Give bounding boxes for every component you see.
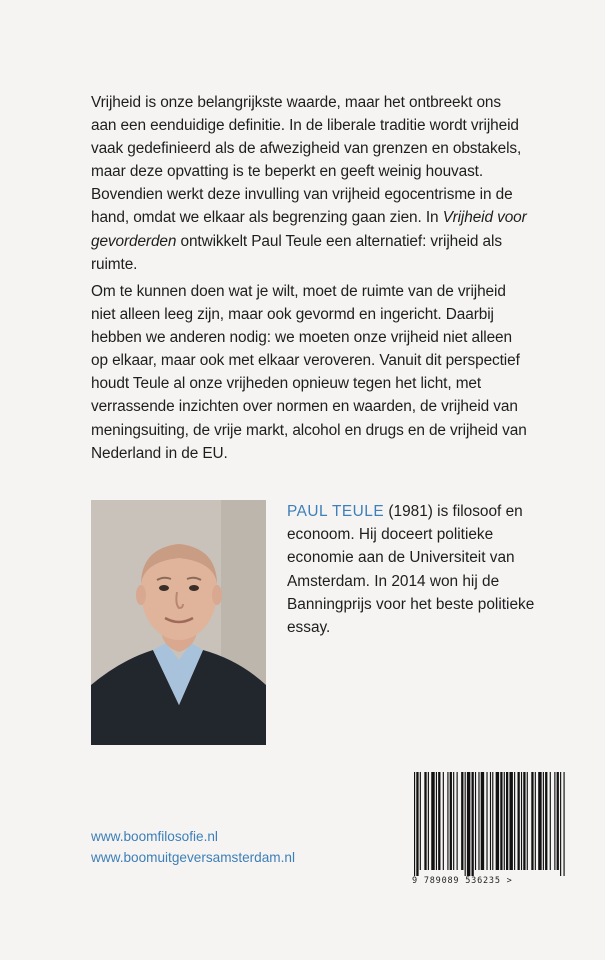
author-bio [287, 500, 577, 639]
text-line: op elkaar, maar ook met elkaar veroveren. Vanuit dit perspectief [91, 352, 520, 370]
barcode-bar [472, 772, 474, 876]
text-line: vaak gedefinieerd als de afwezigheid van grenzen en obstakels, [91, 140, 522, 158]
book-title: Vrijheid voor [442, 209, 527, 227]
barcode-bar [416, 772, 418, 876]
text-line: Banningprijs voor het beste politieke [287, 595, 535, 613]
text-line [91, 230, 561, 253]
text-line: aan een eenduidige definitie. In de liberale traditie wordt vrijheid [91, 117, 519, 135]
barcode-bar [496, 772, 499, 870]
author-photo [91, 500, 266, 745]
author-name: PAUL TEULE [287, 503, 385, 520]
text-line: Bovendien werkt deze invulling van vrijheid egocentrisme in de [91, 186, 513, 204]
barcode-bar [504, 772, 505, 870]
text-line [287, 500, 577, 523]
barcode-bar [467, 772, 470, 876]
text-line: ruimte. [91, 255, 138, 273]
text-segment: ontwikkelt Paul Teule een alternatief: vrijheid als [176, 232, 502, 250]
author-portrait-illustration [91, 500, 266, 745]
barcode-bar [461, 772, 463, 870]
barcode-bar [475, 772, 476, 870]
text-line: houdt Teule al onze vrijheden opnieuw tegen het licht, met [91, 375, 482, 393]
text-line: Amsterdam. In 2014 won hij de [287, 572, 500, 590]
barcode-bar [506, 772, 508, 870]
barcode-bar [509, 772, 512, 870]
barcode-bar [564, 772, 565, 876]
barcode-bar [436, 772, 437, 870]
barcode-bar [514, 772, 515, 870]
barcode-bar [557, 772, 559, 870]
text-line [91, 206, 561, 229]
barcode-bar [438, 772, 440, 870]
description-paragraph-1 [91, 91, 561, 276]
barcode-bar [478, 772, 479, 870]
text-segment: (1981) is filosoof en [384, 503, 523, 520]
text-line: niet alleen leeg zijn, maar ook gevormd en ingericht. Daarbij [91, 306, 494, 324]
description-paragraph-2 [91, 280, 561, 465]
text-line: Nederland in de EU. [91, 444, 228, 462]
barcode-bar [531, 772, 533, 870]
barcode-bar [535, 772, 536, 870]
text-line: maar deze opvatting is te beperkt en geeft weinig houvast. [91, 163, 484, 181]
barcode-bar [543, 772, 544, 870]
text-line: Om te kunnen doen wat je wilt, moet de ruimte van de vrijheid [91, 283, 506, 300]
barcode-bar [523, 772, 525, 870]
barcode-bar [420, 772, 421, 870]
boomuitgevers-link[interactable]: www.boomuitgeversamsterdam.nl [91, 850, 295, 865]
barcode-bar [428, 772, 429, 870]
barcode-bar [500, 772, 502, 870]
barcode-bar [518, 772, 520, 870]
barcode-bar [414, 772, 415, 876]
publisher-links [91, 826, 295, 868]
isbn-number: 9 789089 536235 > [412, 876, 513, 886]
text-line: meningsuiting, de vrije markt, alcohol en drugs en de vrijheid van [91, 421, 527, 439]
text-line: hebben we anderen nodig: we moeten onze vrijheid niet alleen [91, 329, 512, 347]
barcode-bar [447, 772, 448, 870]
barcode-bar [450, 772, 452, 870]
barcode-bar [424, 772, 426, 870]
text-line: essay. [287, 619, 331, 637]
barcode-bar [550, 772, 551, 870]
barcode-bar [521, 772, 522, 870]
barcode-bar [431, 772, 434, 870]
barcode-bar [443, 772, 444, 870]
barcode-bar [457, 772, 458, 870]
barcode-bar [453, 772, 454, 870]
isbn-barcode [412, 772, 568, 878]
text-line: Vrijheid is onze belangrijkste waarde, maar het ontbreekt ons [91, 94, 501, 111]
barcode-bar [538, 772, 541, 870]
text-line: economie aan de Universiteit van [287, 549, 515, 567]
barcode-bar [490, 772, 491, 870]
text-line: econoom. Hij doceert politieke [287, 526, 494, 544]
barcode-bar [560, 772, 561, 876]
barcode-bar [481, 772, 484, 870]
boomfilosofie-link[interactable]: www.boomfilosofie.nl [91, 829, 218, 844]
text-segment: hand, omdat we elkaar als begrenzing gaan zien. In [91, 209, 443, 227]
barcode-bar [492, 772, 493, 870]
barcode-bar [545, 772, 547, 870]
barcode-bar [527, 772, 528, 870]
book-title: gevorderden [91, 232, 177, 250]
barcode-bar [465, 772, 466, 876]
barcode-bar [486, 772, 487, 870]
barcode-bar [554, 772, 555, 870]
text-line: verrassende inzichten over normen en waarden, de vrijheid van [91, 398, 518, 416]
